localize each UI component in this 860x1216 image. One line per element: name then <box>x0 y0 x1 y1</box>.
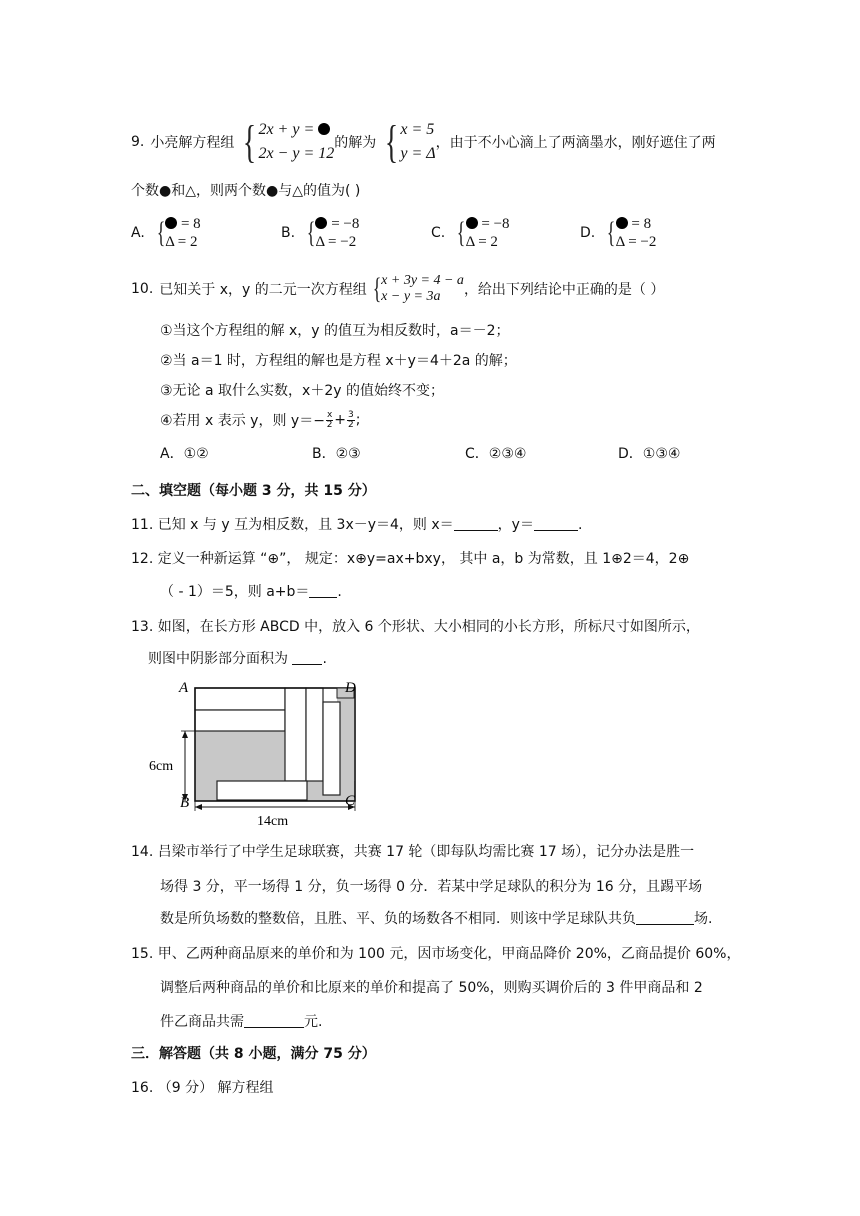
plus-sign: + <box>334 412 346 428</box>
q9-option-b: B. { = −8 Δ = −2 <box>281 216 360 250</box>
q9-option-c: C. { = −8 Δ = 2 <box>431 216 510 250</box>
q9-post: ，由于不小心滴上了两滴墨水，刚好遮住了两 <box>435 135 716 151</box>
q12-end: . <box>337 584 342 600</box>
option-row1: = 8 <box>180 216 201 232</box>
option-text: ①② <box>183 446 209 462</box>
q10-line1 <box>131 273 664 305</box>
fraction <box>326 411 333 430</box>
small-rectangle <box>285 688 306 781</box>
q10-option-d <box>618 443 680 463</box>
vertex-label-a: A <box>179 680 189 696</box>
q16-number: 16. <box>131 1080 154 1096</box>
option-row2: Δ = 2 <box>465 234 498 250</box>
option-row1: = 8 <box>631 216 652 232</box>
answer-blank[interactable] <box>309 583 337 598</box>
q10-system: { x + 3y = 4 − a x − y = 3a <box>372 272 464 305</box>
q10-statement-2: ②当 a＝1 时，方程组的解也是方程 x＋y＝4＋2a 的解； <box>160 353 517 369</box>
q13-number: 13. <box>131 619 154 635</box>
q10-statement-4 <box>160 410 360 430</box>
answer-blank[interactable] <box>454 516 498 531</box>
q13-end: . <box>322 651 327 667</box>
q9-option-d: D. { = 8 Δ = −2 <box>580 216 657 250</box>
dimension-label-width: 14cm <box>257 814 289 829</box>
fraction-denominator: 2 <box>326 419 333 430</box>
option-text: ①③④ <box>642 446 681 462</box>
q10-pre: 已知关于 x，y 的二元一次方程组 <box>159 282 367 298</box>
q10-statement-1: ①当这个方程组的解 x，y 的值互为相反数时，a＝－2； <box>160 323 510 339</box>
q10-number: 10. <box>131 281 154 297</box>
q15-line3 <box>160 1011 322 1031</box>
option-label: C． <box>465 446 489 462</box>
ink-dot-icon <box>466 217 478 229</box>
q14-line1 <box>131 841 694 861</box>
q12-line2 <box>160 581 342 601</box>
q15-number: 15. <box>131 946 154 962</box>
ink-dot-icon <box>318 123 330 135</box>
q13-line2 <box>148 648 327 668</box>
q14-end: 场. <box>694 911 713 927</box>
q9-sol-row2: y = Δ <box>400 145 436 162</box>
q14-text: 吕梁市举行了中学生足球联赛，共赛 17 轮（即每队均需比赛 17 场），记分办法是胜一 <box>157 844 695 860</box>
q12-text: 定义一种新运算 “⊕”， 规定：x⊕y=ax+bxy， 其中 a，b 为常数，且 1⊕2＝4，2⊕ <box>157 551 690 567</box>
small-rectangle <box>195 710 285 731</box>
q11-end: . <box>577 517 583 533</box>
ink-dot-icon <box>616 217 628 229</box>
fraction-numerator: 3 <box>348 409 354 420</box>
q14-line2: 场得 3 分，平一场得 1 分，负一场得 0 分．若某中学足球队的积分为 16 分，且踢平场 <box>160 879 703 895</box>
vertex-label-c: C <box>345 793 356 809</box>
q9-sys-row1: 2x + y = <box>258 121 319 138</box>
q16 <box>131 1077 274 1097</box>
option-label: B． <box>312 446 336 462</box>
q10-post: ，给出下列结论中正确的是（ ） <box>463 282 665 298</box>
q9-pre: 小亮解方程组 <box>150 135 235 151</box>
option-label: A. <box>131 225 145 241</box>
q9-line2: 个数●和△，则两个数●与△的值为( ) <box>131 183 361 199</box>
vertex-label-d: D <box>345 680 356 696</box>
ink-dot-icon <box>315 217 327 229</box>
fraction-denominator: 2 <box>348 419 354 430</box>
q13-line1 <box>131 616 700 636</box>
option-label: C. <box>431 225 446 241</box>
q13-text: 如图，在长方形 ABCD 中，放入 6 个形状、大小相同的小长方形，所标尺寸如图所示， <box>157 619 700 635</box>
small-rectangle <box>323 702 340 795</box>
q10-sys-row2: x − y = 3a <box>381 289 441 304</box>
q15-text3: 件乙商品共需 <box>160 1014 244 1030</box>
q11-mid: ，y＝ <box>497 517 534 533</box>
dimension-label-height: 6cm <box>149 759 174 774</box>
option-row2: Δ = 2 <box>165 234 198 250</box>
q9-sys-row2: 2x − y = 12 <box>258 145 335 162</box>
q13-rectangle-figure <box>145 676 370 831</box>
q9-mid: 的解为 <box>334 135 377 151</box>
q15-line1 <box>131 943 740 963</box>
q9-line1 <box>131 118 716 166</box>
ink-dot-icon <box>165 217 177 229</box>
q10-s4-pre: ④若用 x 表示 y，则 y＝− <box>160 413 325 429</box>
q12-number: 12. <box>131 551 154 567</box>
section-heading-fill-in: 二、填空题（每小题 3 分，共 15 分） <box>131 483 376 499</box>
q12-text2: （ - 1）＝5，则 a+b＝ <box>160 584 310 600</box>
q9-option-a: A. { = 8 Δ = 2 <box>131 216 201 250</box>
q15-text: 甲、乙两种商品原来的单价和为 100 元，因市场变化，甲商品降价 20%，乙商品提价 60%， <box>157 946 741 962</box>
q10-s4-post: ; <box>355 412 361 428</box>
q11 <box>131 514 582 534</box>
option-label: D． <box>618 446 643 462</box>
small-rectangle <box>306 688 323 781</box>
fraction-numerator: x <box>326 409 333 420</box>
q9-system: { 2x + y = 2x − y = 12 <box>243 116 335 167</box>
q15-line2: 调整后两种商品的单价和比原来的单价和提高了 50%，则购买调价后的 3 件甲商品和 2 <box>160 980 703 996</box>
q11-number: 11. <box>131 517 154 533</box>
vertex-label-b: B <box>180 795 190 811</box>
q12-line1 <box>131 548 689 568</box>
q10-option-a <box>160 443 209 463</box>
option-row1: = −8 <box>331 216 360 232</box>
q9-solution: { x = 5 y = Δ <box>385 116 436 167</box>
option-text: ②③④ <box>488 446 527 462</box>
q10-option-b <box>312 443 361 463</box>
answer-blank[interactable] <box>636 910 694 925</box>
option-row2: Δ = −2 <box>615 234 657 250</box>
q9-sol-row1: x = 5 <box>400 121 435 138</box>
option-label: D. <box>580 225 596 241</box>
small-rectangle <box>195 688 285 710</box>
section-heading-answers: 三．解答题（共 8 小题，满分 75 分） <box>131 1046 376 1062</box>
q14-number: 14. <box>131 844 154 860</box>
option-label: A． <box>160 446 184 462</box>
q10-option-c <box>465 443 526 463</box>
answer-blank[interactable] <box>292 650 322 665</box>
q15-end: 元. <box>304 1014 323 1030</box>
q10-sys-row1: x + 3y = 4 − a <box>381 273 464 288</box>
q16-text: （9 分） 解方程组 <box>157 1080 274 1096</box>
small-rectangle <box>217 781 307 800</box>
option-text: ②③ <box>335 446 361 462</box>
q14-text3: 数是所负场数的整数倍，且胜、平、负的场数各不相同．则该中学足球队共负 <box>160 911 636 927</box>
q10-statement-3: ③无论 a 取什么实数，x＋2y 的值始终不变； <box>160 383 444 399</box>
option-label: B. <box>281 225 296 241</box>
answer-blank[interactable] <box>244 1013 304 1028</box>
q9-number: 9. <box>131 134 145 150</box>
q11-text: 已知 x 与 y 互为相反数，且 3x－y＝4，则 x＝ <box>157 517 454 533</box>
q13-text2: 则图中阴影部分面积为 <box>148 651 293 667</box>
q14-line3 <box>160 908 712 928</box>
option-row1: = −8 <box>481 216 510 232</box>
fraction <box>347 411 355 430</box>
option-row2: Δ = −2 <box>315 234 357 250</box>
answer-blank[interactable] <box>534 516 578 531</box>
